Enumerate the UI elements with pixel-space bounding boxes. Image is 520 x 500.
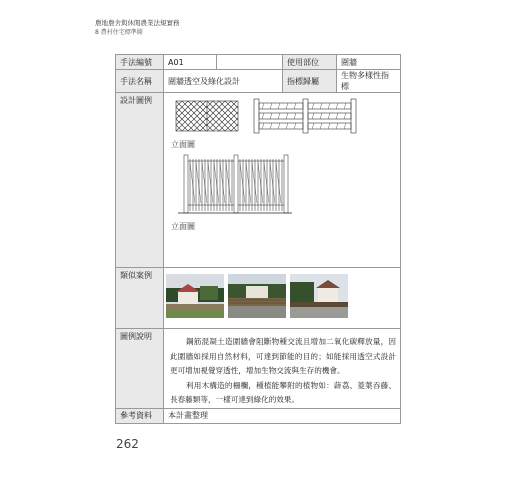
label-method-code: 手法編號 (116, 55, 164, 70)
case-photos (164, 268, 401, 329)
location-value: 圍牆 (337, 55, 401, 70)
caption-elevation-1: 立面圖 (171, 140, 195, 149)
running-head (95, 19, 180, 37)
spacer-cell (217, 55, 283, 70)
label-method-name: 手法名稱 (116, 70, 164, 93)
reference-value: 本計畫整理 (164, 408, 401, 423)
case-photo-1 (166, 274, 224, 318)
fence-elevation-drawings (164, 93, 400, 265)
lattice-fence-drawing (176, 101, 238, 131)
label-design: 設計圖例 (116, 93, 164, 268)
label-reference: 參考資料 (116, 408, 164, 423)
label-location: 使用部位 (283, 55, 337, 70)
running-head-subtitle: 8 農村住宅標準圖 (95, 29, 143, 36)
method-table (115, 54, 401, 424)
label-indicator: 指標歸屬 (283, 70, 337, 93)
rail-fence-drawing (254, 99, 356, 133)
case-photo-2 (228, 274, 286, 318)
case-photo-3 (290, 274, 348, 318)
design-drawings (164, 93, 401, 268)
page-number: 262 (116, 437, 139, 451)
caption-elevation-2: 立面圖 (171, 222, 195, 231)
label-description: 圖例說明 (116, 329, 164, 409)
indicator-value: 生物多樣性指標 (337, 70, 401, 93)
description-text (164, 329, 401, 409)
label-cases: 類似案例 (116, 268, 164, 329)
description-paragraph-1: 鋼筋混凝土造圍牆會阻斷物種交流且增加二氧化碳釋放量，因此圍牆如採用自然材料，可達到節能的目的；如能採用透空式設計更可增加視覺穿透性，增加生物交流與生存的機會。 (170, 337, 396, 375)
running-head-title: 農地農舍與休閒農業法規實務 (95, 19, 180, 27)
description-paragraph-2: 利用木構造的柵欄，種植能攀附的植物如：薜荔、菱葉吞藤、長春藤類等，一樣可達到綠化的效果。 (170, 380, 396, 404)
method-code: A01 (164, 55, 217, 70)
picket-fence-drawing (178, 155, 292, 213)
method-name: 圍牆透空及綠化設計 (164, 70, 283, 93)
